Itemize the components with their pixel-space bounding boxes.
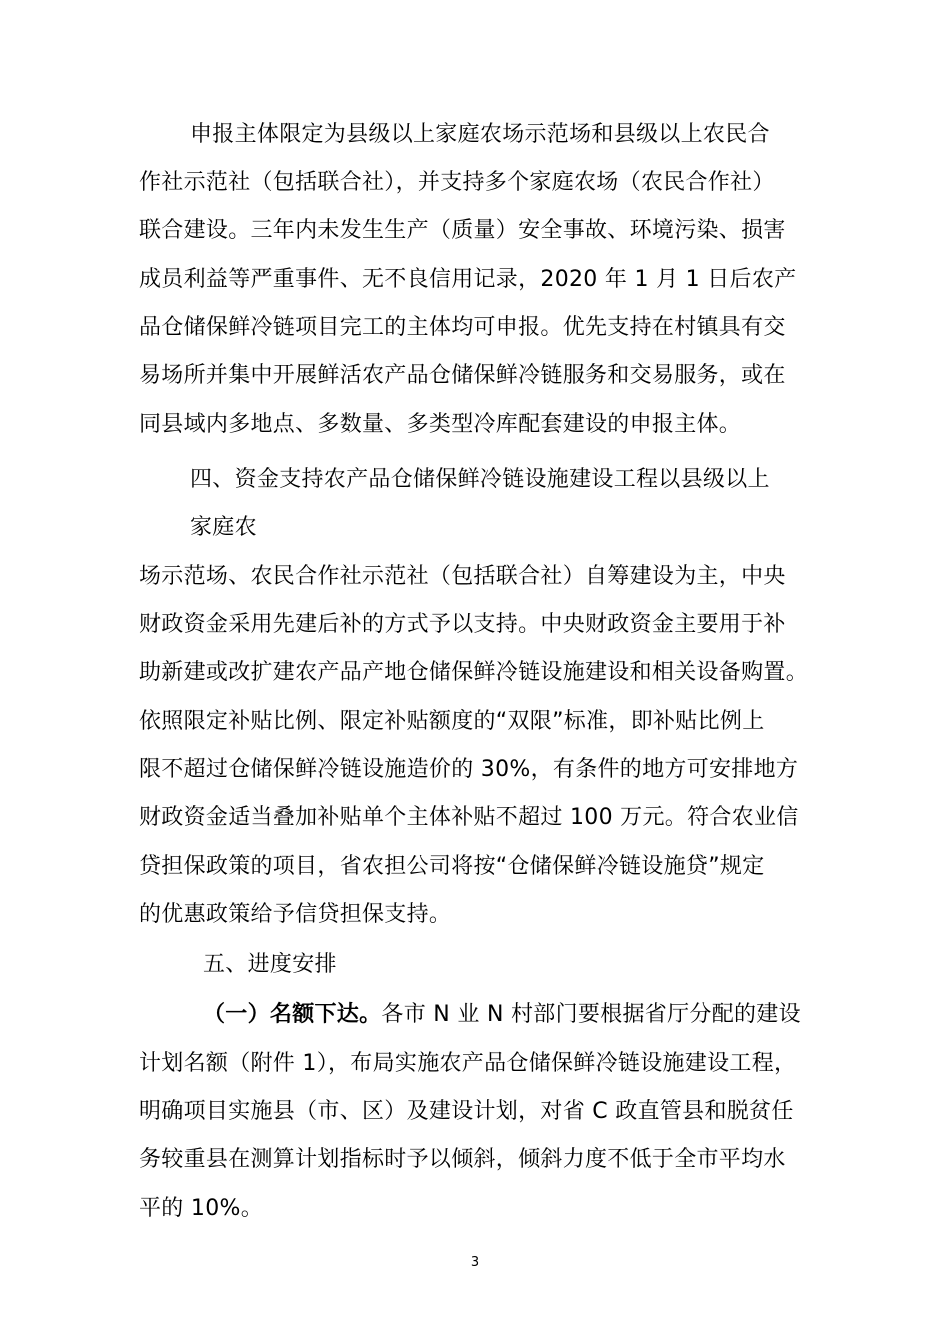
para-line: 务较重县在测算计划指标时予以倾斜，倾斜力度不低于全市平均水 — [139, 1147, 786, 1172]
para-line: 联合建设。三年内未发生生产（质量）安全事故、环境污染、损害 — [139, 218, 786, 243]
para-line: 明确项目实施县（市、区）及建设计划，对省 C 政直管县和脱贫任 — [139, 1099, 794, 1124]
para-line-quota — [0, 995, 950, 1035]
section-heading-funding: 四、资金支持农产品仓储保鲜冷链设施建设工程以县级以上 — [190, 467, 770, 492]
section-heading-funding-cont: 家庭农 — [190, 515, 257, 540]
para-line: 的优惠政策给予信贷担保支持。 — [139, 902, 452, 927]
para-text: 各市 N 业 N 村部门要根据省厅分配的建设 — [381, 1002, 801, 1027]
para-line: 成员利益等严重事件、无不良信用记录，2020 年 1 月 1 日后农产 — [139, 267, 797, 292]
para-line: 财政资金采用先建后补的方式予以支持。中央财政资金主要用于补 — [139, 612, 786, 637]
para-line: 计划名额（附件 1），布局实施农产品仓储保鲜冷链设施建设工程， — [139, 1051, 797, 1076]
para-line: 助新建或改扩建农产品产地仓储保鲜冷链设施建设和相关设备购置。 — [139, 660, 809, 685]
para-line: 同县域内多地点、多数量、多类型冷库配套建设的申报主体。 — [139, 412, 742, 437]
para-line: 依照限定补贴比例、限定补贴额度的“双限”标准，即补贴比例上 — [139, 709, 765, 734]
para-line: 易场所并集中开展鲜活农产品仓储保鲜冷链服务和交易服务，或在 — [139, 363, 786, 388]
para-line: 品仓储保鲜冷链项目完工的主体均可申报。优先支持在村镇具有交 — [139, 315, 786, 340]
para-line: 申报主体限定为县级以上家庭农场示范场和县级以上农民合 — [190, 122, 770, 147]
para-line: 作社示范社（包括联合社），并支持多个家庭农场（农民合作社） — [139, 170, 775, 195]
subheading-quota: （一）名额下达。 — [203, 1002, 382, 1027]
page-number: 3 — [470, 1255, 480, 1270]
para-line: 财政资金适当叠加补贴单个主体补贴不超过 100 万元。符合农业信 — [139, 805, 799, 830]
para-line: 平的 10%。 — [139, 1196, 263, 1221]
para-line: 场示范场、农民合作社示范社（包括联合社）自筹建设为主，中央 — [139, 564, 786, 589]
para-line: 贷担保政策的项目，省农担公司将按“仓储保鲜冷链设施贷”规定 — [139, 854, 765, 879]
para-line: 限不超过仓储保鲜冷链设施造价的 30%，有条件的地方可安排地方 — [139, 757, 799, 782]
section-heading-schedule: 五、进度安排 — [203, 952, 337, 977]
